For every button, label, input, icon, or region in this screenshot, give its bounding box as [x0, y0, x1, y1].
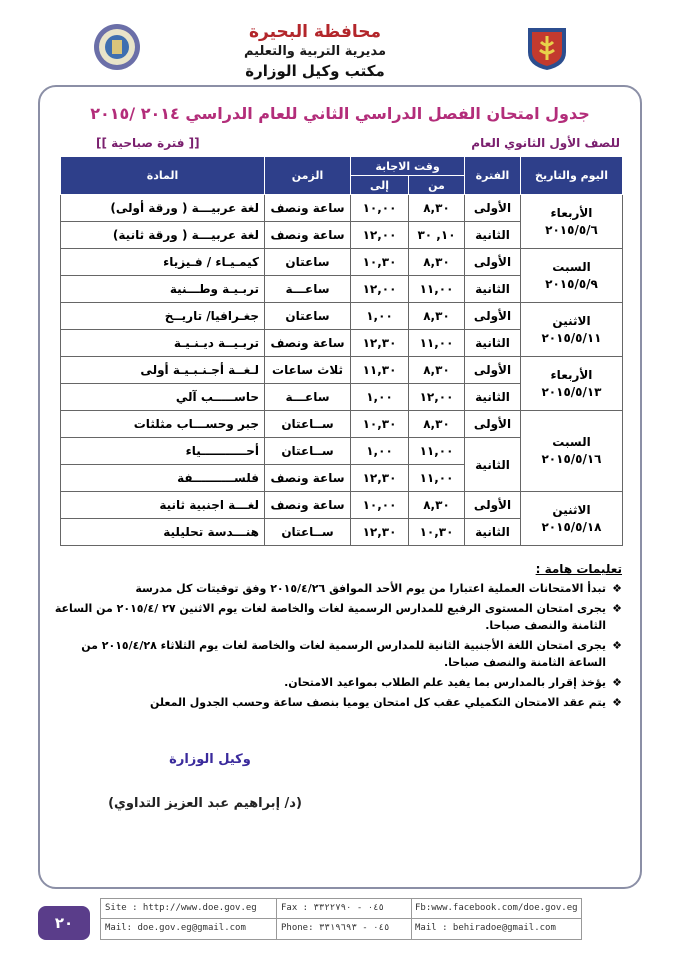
signature-name: (د/ إبراهيم عبد العزيز التداوي) [108, 796, 302, 811]
duration-cell: ساعة ونصف [265, 330, 351, 357]
subject-cell: لغـــة اجنبية ثانية [61, 492, 265, 519]
day-date: ٢٠١٥/٥/١٦ [541, 452, 602, 466]
day-name: الاثنين [552, 313, 591, 328]
subject-cell: لغة عربيـــة ( ورقة ثانية) [61, 222, 265, 249]
duration-cell: ساعة ونصف [265, 465, 351, 492]
day-name: السبت [552, 259, 591, 274]
duration-cell: ســاعتان [265, 411, 351, 438]
duration-cell: ثلاث ساعات [265, 357, 351, 384]
note-text: تبدأ الامتحانات العملية اعتبارا من يوم الأحد الموافق ٢٠١٥/٤/٢٦ وفق توقيتات كل مدرسة [135, 582, 606, 595]
duration-cell: ساعة ونصف [265, 222, 351, 249]
duration-cell: ساعتان [265, 249, 351, 276]
footer-phone: Phone: ٠٤٥ - ٣٣١٩٦٩٣ [281, 923, 390, 933]
note-text: يتم عقد الامتحان التكميلي عقب كل امتحان يوميا بنصف ساعة وحسب الجدول المعلن [150, 696, 606, 709]
footer-site[interactable]: Site : http://www.doe.gov.eg [105, 903, 257, 913]
list-item [46, 600, 622, 634]
from-cell: ١١,٠٠ [409, 465, 465, 492]
footer-mail-2[interactable]: Mail : behiradoe@gmail.com [415, 923, 556, 933]
from-cell: ١٢,٠٠ [409, 384, 465, 411]
period-label: [[ فترة صباحية ]] [96, 136, 200, 150]
to-cell: ١,٠٠ [351, 303, 409, 330]
list-item [46, 694, 622, 711]
day-cell [521, 195, 623, 249]
day-date: ٢٠١٥/٥/١٨ [541, 519, 602, 534]
subject-cell: لغة عربيـــة ( ورقة أولى) [61, 195, 265, 222]
duration-cell: ساعة ونصف [265, 195, 351, 222]
exam-schedule-table [60, 156, 623, 546]
subject-cell: أحـــــــــــياء [61, 438, 265, 465]
table-row [61, 249, 623, 276]
header-from: من [409, 176, 465, 195]
duration-cell: ســاعتان [265, 438, 351, 465]
to-cell: ١,٠٠ [351, 438, 409, 465]
period-cell: الثانية [465, 519, 521, 546]
period-cell: الأولى [465, 195, 521, 222]
table-row [61, 303, 623, 330]
period-cell: الأولى [465, 357, 521, 384]
day-date: ٢٠١٥/٥/٩ [545, 276, 598, 291]
to-cell: ١٢,٣٠ [351, 519, 409, 546]
notes-title: تعليمات هامة : [535, 562, 622, 576]
diamond-bullet-icon: ❖ [612, 602, 622, 615]
governorate-logo-icon [522, 22, 572, 72]
subject-cell: حاســـــب آلي [61, 384, 265, 411]
directorate-name: مديرية التربية والتعليم [243, 44, 387, 59]
to-cell: ١٢,٠٠ [351, 276, 409, 303]
day-name: السبت [552, 435, 591, 449]
note-text: يؤخذ إقرار بالمدارس بما يفيد علم الطلاب بمواعيد الامتحان. [284, 676, 606, 689]
period-cell: الثانية [465, 330, 521, 357]
duration-cell: ســاعتان [265, 519, 351, 546]
header-to: إلى [351, 176, 409, 195]
list-item [46, 580, 622, 597]
subject-cell: هنـــدسة تحليلية [61, 519, 265, 546]
from-cell: ٨,٣٠ [409, 492, 465, 519]
note-text: يجرى امتحان اللغة الأجنبية الثانية للمدارس الرسمية لغات والخاصة لغات يوم الثلاثاء ٢٠١٥/٤/٢٨ من الساعة الثامنة والنصف صباحا. [81, 639, 606, 669]
subject-cell: تربـيـة وطـــنية [61, 276, 265, 303]
subject-cell: تربـيــة ديـنـيـة [61, 330, 265, 357]
period-cell: الأولى [465, 249, 521, 276]
period-cell: الثانية [465, 276, 521, 303]
header-period: الفترة [465, 157, 521, 195]
diamond-bullet-icon: ❖ [612, 639, 622, 652]
day-cell [521, 249, 623, 303]
page-title: جدول امتحان الفصل الدراسي الثاني للعام الدراسي ٢٠١٤ /٢٠١٥ [90, 104, 590, 123]
page-number: ٢٠ [38, 906, 90, 940]
table-row [61, 492, 623, 519]
duration-cell: ساعـــة [265, 384, 351, 411]
period-cell: الثانية [465, 222, 521, 249]
period-cell: الأولى [465, 492, 521, 519]
from-cell: ١٠,٣٠ [409, 519, 465, 546]
day-date: ٢٠١٥/٥/١٣ [541, 384, 602, 399]
to-cell: ١٠,٠٠ [351, 195, 409, 222]
diamond-bullet-icon: ❖ [612, 696, 622, 709]
footer-divider [101, 918, 581, 919]
from-cell: ٨,٣٠ [409, 303, 465, 330]
table-row [61, 195, 623, 222]
to-cell: ١٠,٣٠ [351, 249, 409, 276]
from-cell: ٨,٣٠ [409, 411, 465, 438]
day-cell [521, 411, 623, 492]
day-name: الأربعاء [550, 367, 593, 382]
day-cell [521, 357, 623, 411]
from-cell: ٨,٣٠ [409, 357, 465, 384]
day-name: الأربعاء [550, 205, 593, 220]
to-cell: ١٢,٣٠ [351, 330, 409, 357]
to-cell: ١٢,٠٠ [351, 222, 409, 249]
day-cell [521, 492, 623, 546]
footer-divider [411, 899, 412, 939]
notes-list [46, 580, 622, 714]
footer-facebook[interactable]: Fb:www.facebook.com/doe.gov.eg [415, 903, 578, 913]
note-text: يجرى امتحان المستوى الرفيع للمدارس الرسمية لغات والخاصة لغات يوم الاثنين ٢٧ /٢٠١٥/٤ من الساعة الثامنة والنصف صباحا. [54, 602, 606, 632]
list-item [46, 637, 622, 671]
duration-cell: ساعـــة [265, 276, 351, 303]
day-date: ٢٠١٥/٥/١١ [541, 330, 602, 345]
from-cell: ١٠, ٣٠ [409, 222, 465, 249]
ministry-logo-icon [92, 22, 142, 72]
governorate-name: محافظة البحيرة [248, 22, 382, 42]
to-cell: ١,٠٠ [351, 384, 409, 411]
header-duration: الزمن [265, 157, 351, 195]
from-cell: ١١,٠٠ [409, 276, 465, 303]
table-row [61, 411, 623, 438]
period-cell: الأولى [465, 411, 521, 438]
header-subject: المادة [61, 157, 265, 195]
table-row [61, 357, 623, 384]
to-cell: ١٠,٠٠ [351, 492, 409, 519]
signature-title: وكيل الوزارة [169, 752, 251, 767]
period-cell: الثانية [465, 438, 521, 492]
footer-mail[interactable]: Mail: doe.gov.eg@gmail.com [105, 923, 246, 933]
office-name: مكتب وكيل الوزارة [245, 62, 385, 80]
subject-cell: لـغــة أجـنـبـيـة أولى [61, 357, 265, 384]
to-cell: ١٢,٣٠ [351, 465, 409, 492]
footer-divider [276, 899, 277, 939]
duration-cell: ساعة ونصف [265, 492, 351, 519]
grade-label: للصف الأول الثانوي العام [471, 136, 620, 150]
diamond-bullet-icon: ❖ [612, 676, 622, 689]
from-cell: ٨,٣٠ [409, 195, 465, 222]
from-cell: ٨,٣٠ [409, 249, 465, 276]
header-day: اليوم والتاريخ [521, 157, 623, 195]
period-cell: الأولى [465, 303, 521, 330]
period-cell: الثانية [465, 384, 521, 411]
diamond-bullet-icon: ❖ [612, 582, 622, 595]
subject-cell: جبر وحســـاب مثلثات [61, 411, 265, 438]
from-cell: ١١,٠٠ [409, 330, 465, 357]
subject-cell: فلســــــــــفة [61, 465, 265, 492]
list-item [46, 674, 622, 691]
duration-cell: ساعتان [265, 303, 351, 330]
subject-cell: جغـرافيا/ تاريــخ [61, 303, 265, 330]
contact-footer [100, 898, 582, 940]
from-cell: ١١,٠٠ [409, 438, 465, 465]
page-header [0, 0, 674, 85]
day-date: ٢٠١٥/٥/٦ [545, 222, 598, 237]
to-cell: ١١,٣٠ [351, 357, 409, 384]
to-cell: ١٠,٣٠ [351, 411, 409, 438]
day-cell [521, 303, 623, 357]
header-answer-time: وقت الاجابة [351, 157, 465, 176]
footer-fax: Fax : ٠٤٥ - ٣٣٢٢٧٩٠ [281, 903, 384, 913]
subject-cell: كيمـيـاء / فـيزياء [61, 249, 265, 276]
day-name: الاثنين [552, 502, 591, 517]
